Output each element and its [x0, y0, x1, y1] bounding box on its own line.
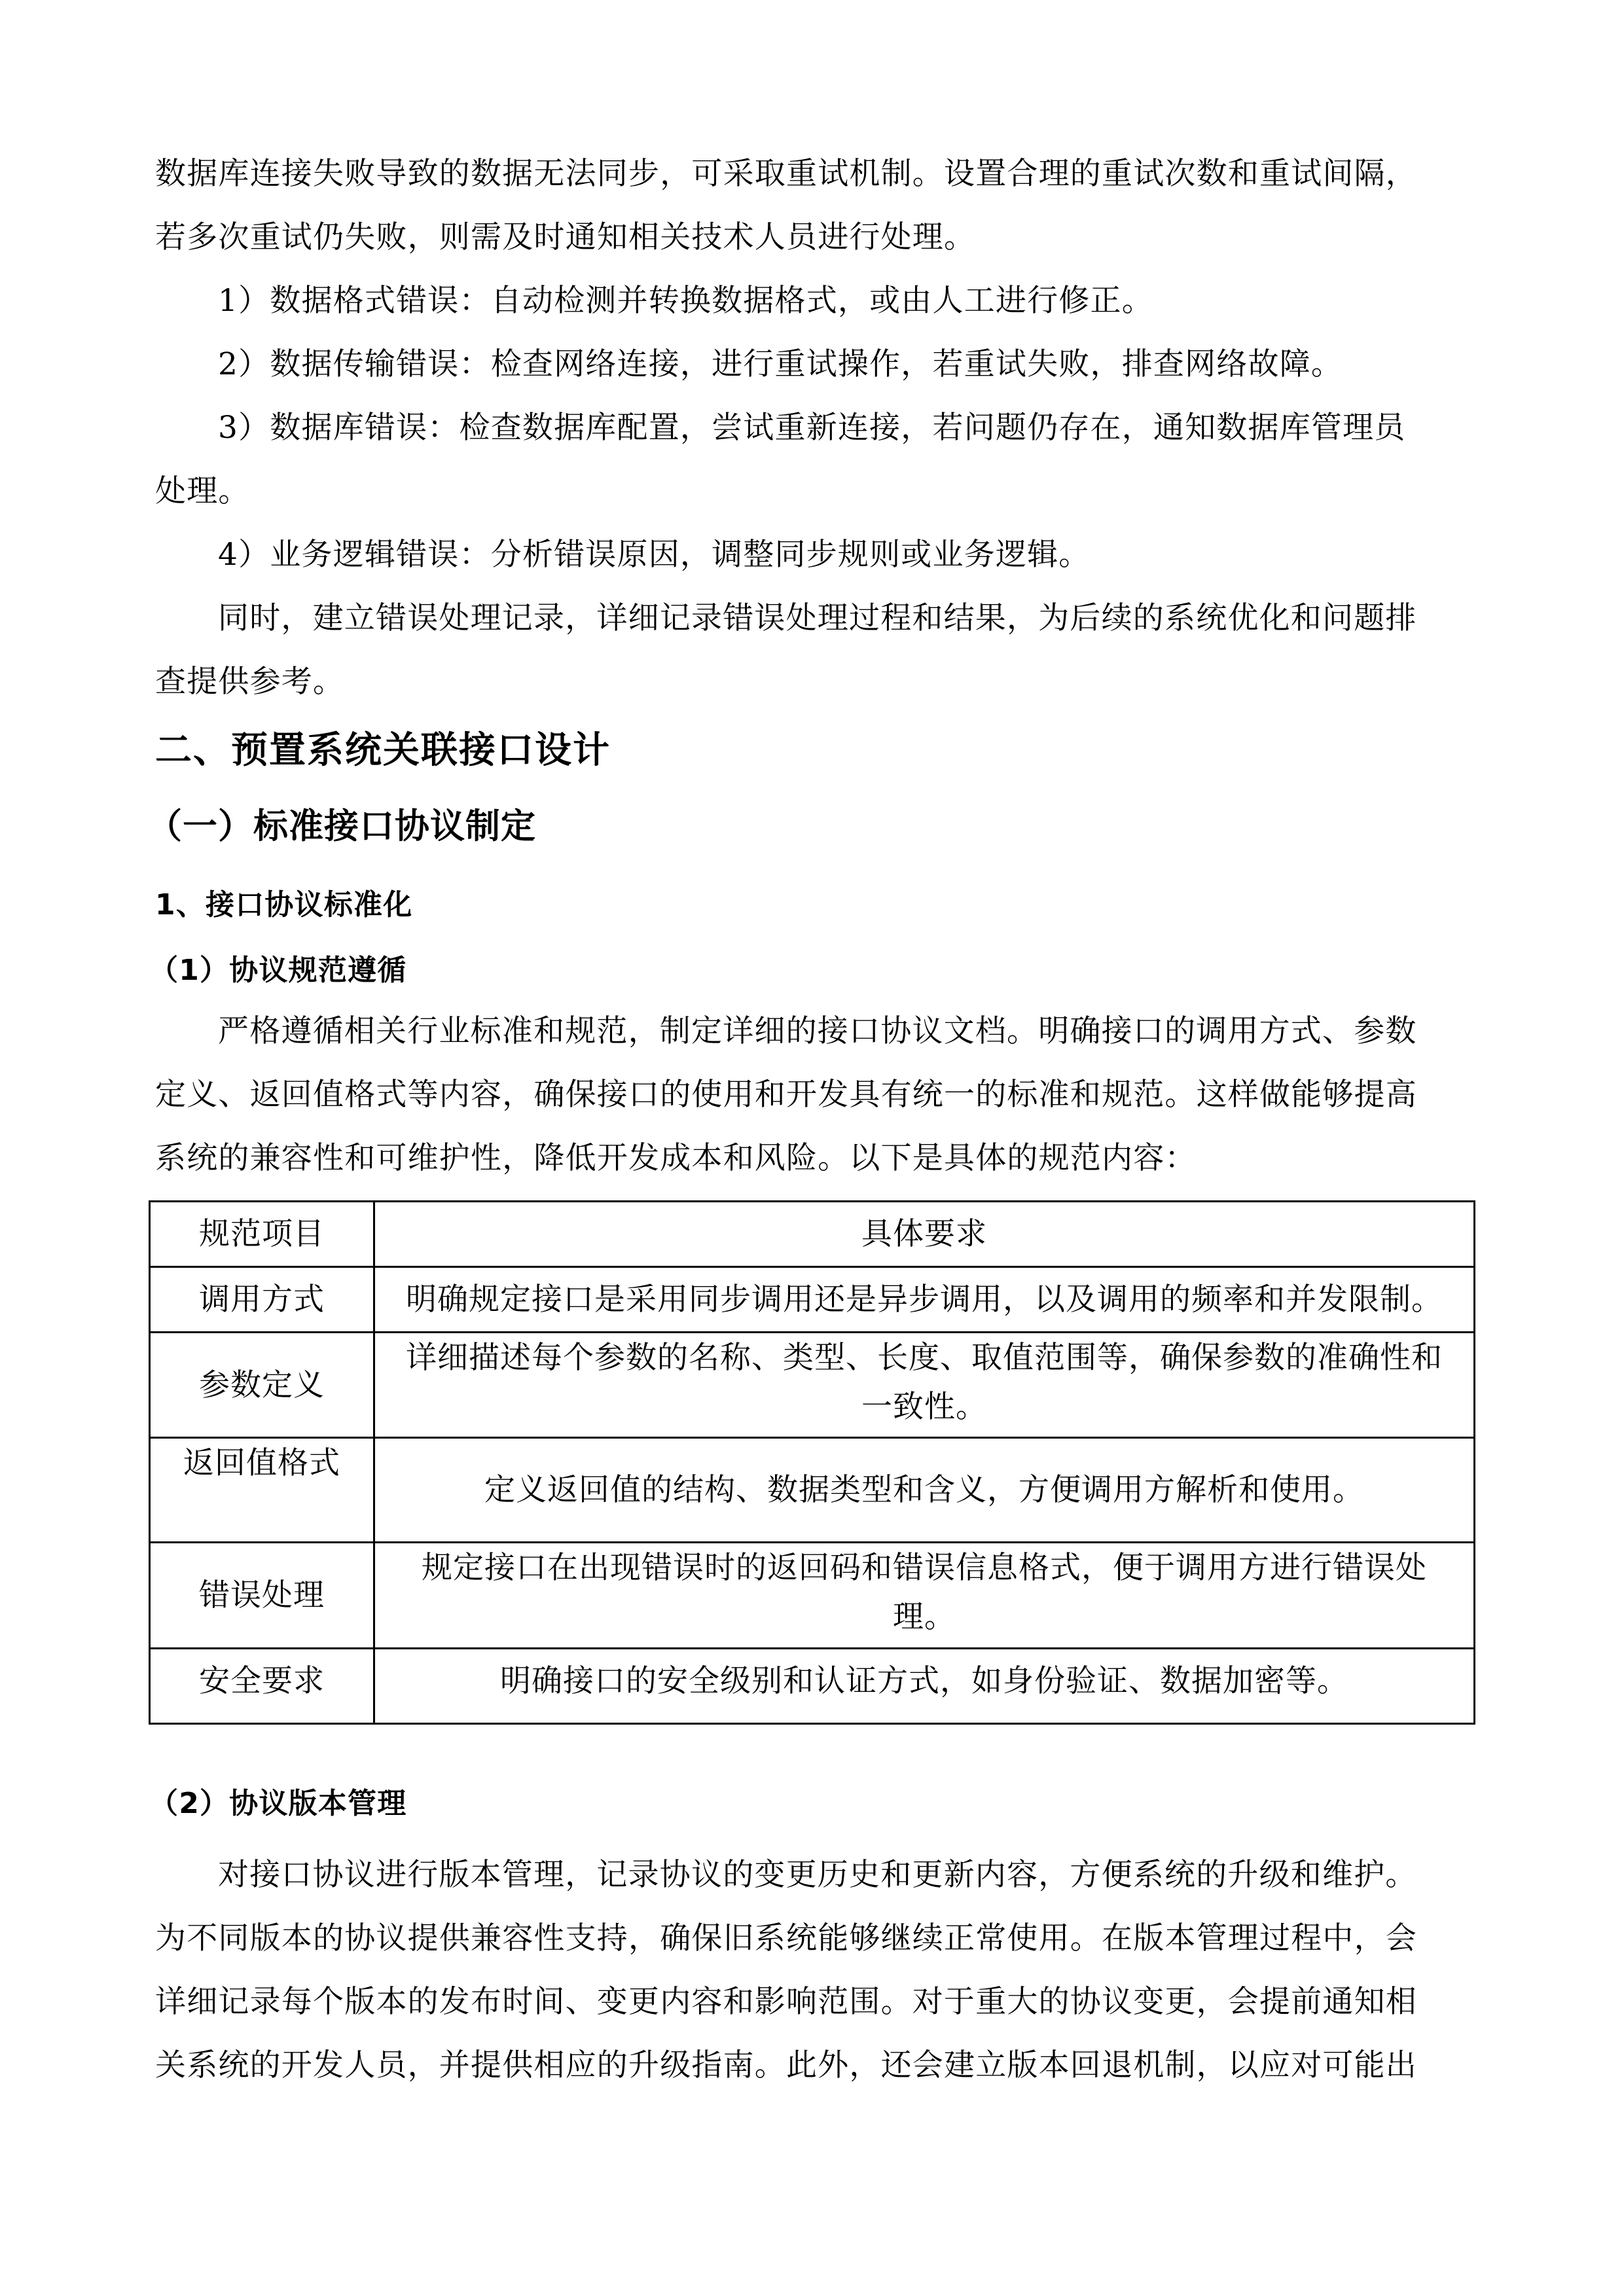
- list-item-logic-error: 4）业务逻辑错误：分析错误原因，调整同步规则或业务逻辑。: [218, 537, 1091, 573]
- list-item-format-error: 1）数据格式错误：自动检测并转换数据格式，或由人工进行修正。: [218, 283, 1153, 319]
- table-cell-item: 调用方式: [150, 1267, 374, 1333]
- item-heading-version: （2）协议版本管理: [149, 1787, 407, 1820]
- table-row: [150, 1267, 1475, 1333]
- paragraph-line: 查提供参考。: [155, 664, 345, 700]
- spec-table: [149, 1200, 1475, 1725]
- paragraph-line: 对接口协议进行版本管理，记录协议的变更历史和更新内容，方便系统的升级和维护。: [218, 1857, 1417, 1893]
- paragraph-line: 系统的兼容性和可维护性，降低开发成本和风险。以下是具体的规范内容：: [155, 1140, 1197, 1176]
- table-cell-requirement: 明确接口的安全级别和认证方式，如身份验证、数据加密等。: [374, 1649, 1475, 1724]
- paragraph-line: 为不同版本的协议提供兼容性支持，确保旧系统能够继续正常使用。在版本管理过程中，会: [155, 1920, 1417, 1956]
- table-header-cell: 具体要求: [374, 1202, 1475, 1267]
- section-heading: 二、预置系统关联接口设计: [155, 729, 611, 772]
- paragraph-line: 定义、返回值格式等内容，确保接口的使用和开发具有统一的标准和规范。这样做能够提高: [155, 1077, 1417, 1113]
- table-header-cell: 规范项目: [150, 1202, 374, 1267]
- paragraph-line: 数据库连接失败导致的数据无法同步，可采取重试机制。设置合理的重试次数和重试间隔，: [155, 156, 1417, 192]
- table-cell-requirement: 详细描述每个参数的名称、类型、长度、取值范围等，确保参数的准确性和一致性。: [374, 1333, 1475, 1438]
- paragraph-line: 关系统的开发人员，并提供相应的升级指南。此外，还会建立版本回退机制，以应对可能出: [155, 2047, 1417, 2083]
- table-row: [150, 1333, 1475, 1438]
- table-row: [150, 1438, 1475, 1543]
- subsection-heading: （一）标准接口协议制定: [147, 806, 536, 846]
- table-row: [150, 1649, 1475, 1724]
- table-cell-item: 参数定义: [150, 1333, 374, 1438]
- paragraph-line: 同时，建立错误处理记录，详细记录错误处理过程和结果，为后续的系统优化和问题排: [218, 600, 1417, 636]
- paragraph-line: 处理。: [155, 473, 250, 509]
- list-item-transfer-error: 2）数据传输错误：检查网络连接，进行重试操作，若重试失败，排查网络故障。: [218, 346, 1343, 382]
- subsubsection-heading: 1、接口协议标准化: [155, 888, 413, 922]
- table-cell-requirement: 明确规定接口是采用同步调用还是异步调用，以及调用的频率和并发限制。: [374, 1267, 1475, 1333]
- table-cell-item: 错误处理: [150, 1543, 374, 1649]
- table-cell-requirement: 定义返回值的结构、数据类型和含义，方便调用方解析和使用。: [374, 1438, 1475, 1543]
- table-cell-requirement: 规定接口在出现错误时的返回码和错误信息格式，便于调用方进行错误处理。: [374, 1543, 1475, 1649]
- item-heading-spec: （1）协议规范遵循: [149, 954, 407, 987]
- table-header-row: [150, 1202, 1475, 1267]
- table-cell-item: 返回值格式: [150, 1438, 374, 1543]
- list-item-database-error: 3）数据库错误：检查数据库配置，尝试重新连接，若问题仍存在，通知数据库管理员: [218, 410, 1406, 446]
- paragraph-line: 若多次重试仍失败，则需及时通知相关技术人员进行处理。: [155, 219, 976, 255]
- paragraph-line: 严格遵循相关行业标准和规范，制定详细的接口协议文档。明确接口的调用方式、参数: [218, 1013, 1417, 1049]
- table-row: [150, 1543, 1475, 1649]
- paragraph-line: 详细记录每个版本的发布时间、变更内容和影响范围。对于重大的协议变更，会提前通知相: [155, 1984, 1417, 2020]
- table-cell-item: 安全要求: [150, 1649, 374, 1724]
